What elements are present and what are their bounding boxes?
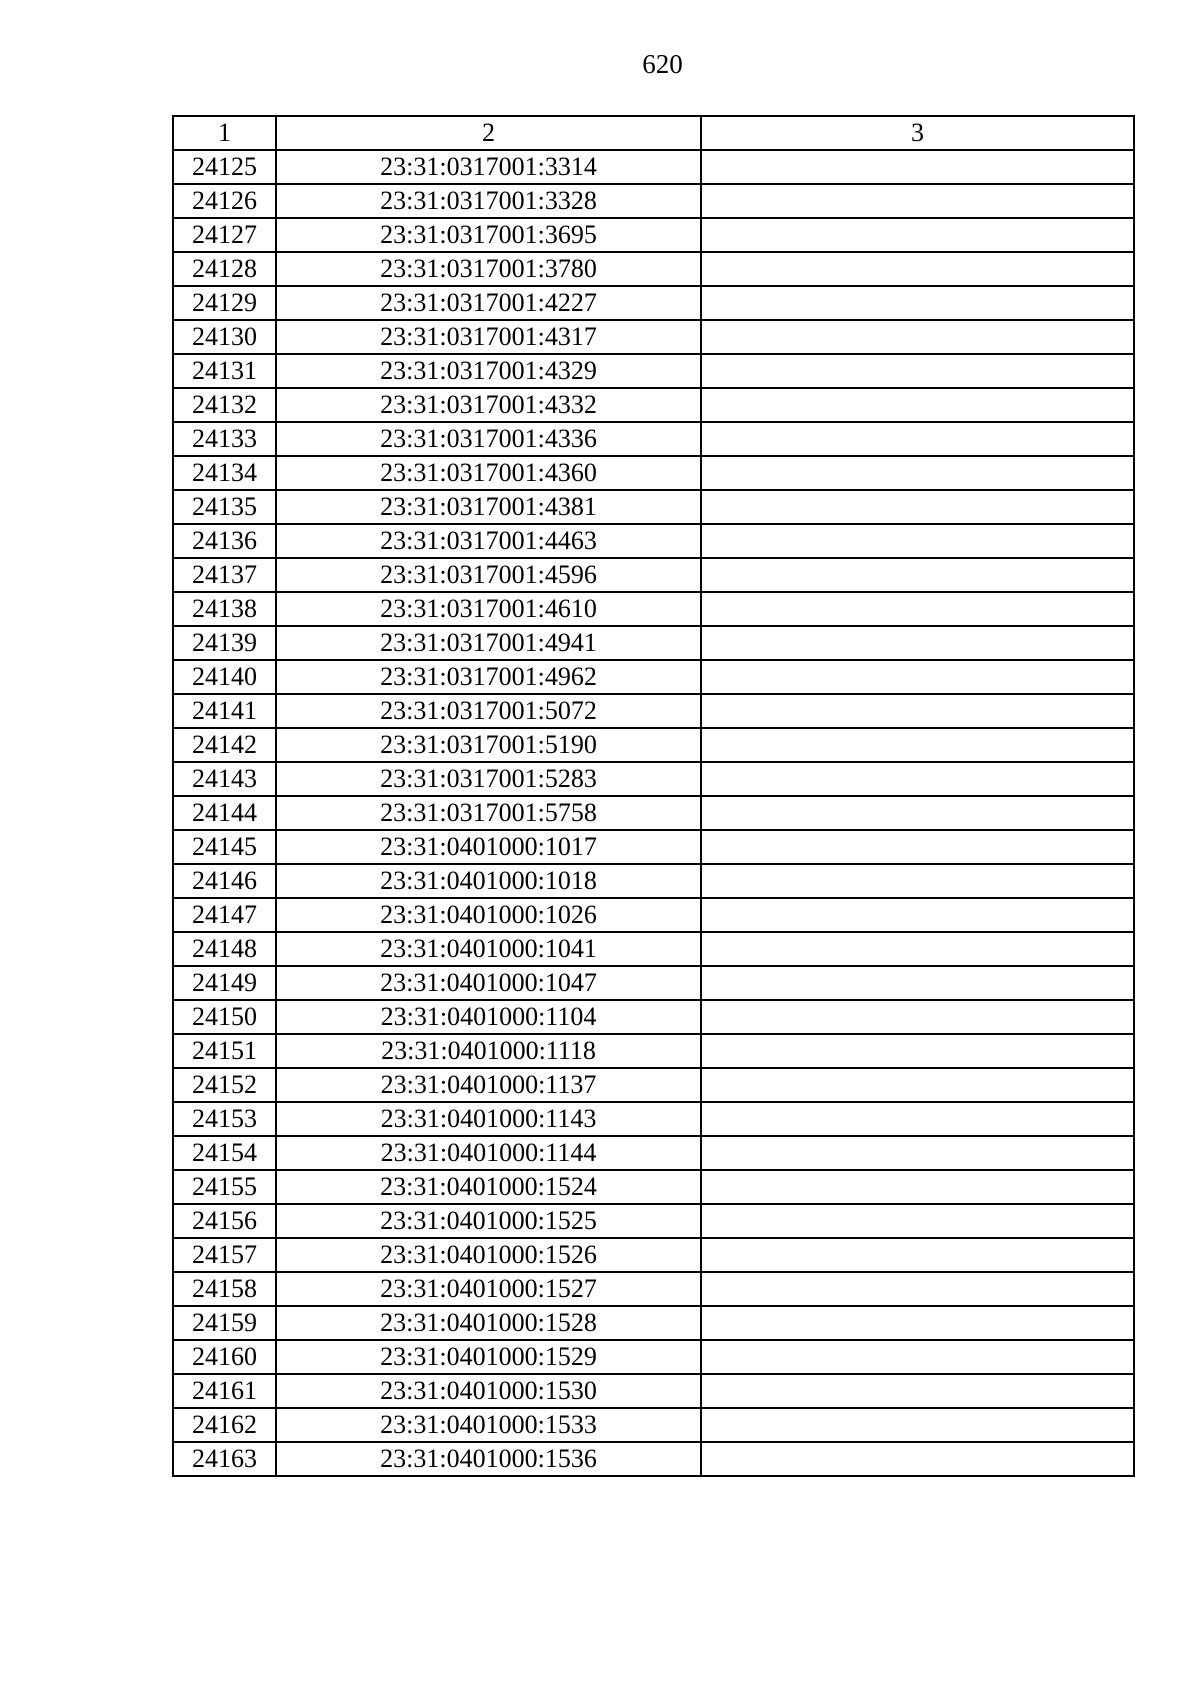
header-col-2: 2 [276, 116, 701, 150]
note-cell [701, 864, 1134, 898]
table-row [173, 320, 1134, 354]
note-cell [701, 1000, 1134, 1034]
note-cell [701, 524, 1134, 558]
cadastral-number-cell: 23:31:0317001:5758 [276, 796, 701, 830]
cadastral-number-cell: 23:31:0317001:4360 [276, 456, 701, 490]
cadastral-number-cell: 23:31:0317001:4227 [276, 286, 701, 320]
cadastral-number-cell: 23:31:0317001:4332 [276, 388, 701, 422]
cadastral-number-cell: 23:31:0317001:4381 [276, 490, 701, 524]
header-row [173, 116, 1134, 150]
header-col-3: 3 [701, 116, 1134, 150]
note-cell [701, 1170, 1134, 1204]
note-cell [701, 184, 1134, 218]
row-number-cell: 24155 [173, 1170, 276, 1204]
row-number-cell: 24156 [173, 1204, 276, 1238]
cadastral-number-cell: 23:31:0317001:4463 [276, 524, 701, 558]
row-number-cell: 24141 [173, 694, 276, 728]
table-row [173, 1340, 1134, 1374]
row-number-cell: 24137 [173, 558, 276, 592]
table-row [173, 490, 1134, 524]
table-row [173, 252, 1134, 286]
row-number-cell: 24136 [173, 524, 276, 558]
row-number-cell: 24149 [173, 966, 276, 1000]
note-cell [701, 1068, 1134, 1102]
note-cell [701, 252, 1134, 286]
cadastral-number-cell: 23:31:0401000:1525 [276, 1204, 701, 1238]
cadastral-number-cell: 23:31:0401000:1527 [276, 1272, 701, 1306]
row-number-cell: 24145 [173, 830, 276, 864]
cadastral-number-cell: 23:31:0401000:1026 [276, 898, 701, 932]
cadastral-number-cell: 23:31:0401000:1041 [276, 932, 701, 966]
note-cell [701, 456, 1134, 490]
note-cell [701, 762, 1134, 796]
row-number-cell: 24140 [173, 660, 276, 694]
note-cell [701, 1442, 1134, 1476]
table-row [173, 150, 1134, 184]
cadastral-number-cell: 23:31:0317001:4610 [276, 592, 701, 626]
note-cell [701, 354, 1134, 388]
table-row [173, 558, 1134, 592]
row-number-cell: 24135 [173, 490, 276, 524]
cadastral-number-cell: 23:31:0401000:1143 [276, 1102, 701, 1136]
cadastral-number-cell: 23:31:0317001:3695 [276, 218, 701, 252]
table-row [173, 1170, 1134, 1204]
cadastral-number-cell: 23:31:0401000:1530 [276, 1374, 701, 1408]
cadastral-number-cell: 23:31:0401000:1118 [276, 1034, 701, 1068]
cadastral-number-cell: 23:31:0317001:3328 [276, 184, 701, 218]
row-number-cell: 24142 [173, 728, 276, 762]
data-table [172, 115, 1135, 1477]
note-cell [701, 1136, 1134, 1170]
table-row [173, 1000, 1134, 1034]
note-cell [701, 932, 1134, 966]
note-cell [701, 150, 1134, 184]
cadastral-number-cell: 23:31:0317001:4962 [276, 660, 701, 694]
row-number-cell: 24134 [173, 456, 276, 490]
note-cell [701, 966, 1134, 1000]
table-row [173, 762, 1134, 796]
cadastral-number-cell: 23:31:0401000:1536 [276, 1442, 701, 1476]
note-cell [701, 830, 1134, 864]
note-cell [701, 898, 1134, 932]
row-number-cell: 24127 [173, 218, 276, 252]
cadastral-number-cell: 23:31:0401000:1017 [276, 830, 701, 864]
row-number-cell: 24158 [173, 1272, 276, 1306]
table-row [173, 966, 1134, 1000]
table-row [173, 932, 1134, 966]
note-cell [701, 592, 1134, 626]
cadastral-number-cell: 23:31:0317001:4317 [276, 320, 701, 354]
note-cell [701, 694, 1134, 728]
cadastral-number-cell: 23:31:0401000:1528 [276, 1306, 701, 1340]
cadastral-number-cell: 23:31:0401000:1526 [276, 1238, 701, 1272]
table-row [173, 388, 1134, 422]
cadastral-number-cell: 23:31:0401000:1524 [276, 1170, 701, 1204]
row-number-cell: 24152 [173, 1068, 276, 1102]
table-row [173, 898, 1134, 932]
cadastral-number-cell: 23:31:0401000:1144 [276, 1136, 701, 1170]
table-body [173, 150, 1134, 1476]
table-row [173, 830, 1134, 864]
table-row [173, 660, 1134, 694]
table-row [173, 184, 1134, 218]
row-number-cell: 24126 [173, 184, 276, 218]
table-row [173, 864, 1134, 898]
note-cell [701, 1340, 1134, 1374]
table-row [173, 1068, 1134, 1102]
cadastral-number-cell: 23:31:0401000:1533 [276, 1408, 701, 1442]
note-cell [701, 218, 1134, 252]
row-number-cell: 24161 [173, 1374, 276, 1408]
table-row [173, 1034, 1134, 1068]
row-number-cell: 24144 [173, 796, 276, 830]
table-row [173, 728, 1134, 762]
row-number-cell: 24131 [173, 354, 276, 388]
cadastral-number-cell: 23:31:0317001:4941 [276, 626, 701, 660]
table-row [173, 524, 1134, 558]
note-cell [701, 660, 1134, 694]
row-number-cell: 24128 [173, 252, 276, 286]
note-cell [701, 1272, 1134, 1306]
note-cell [701, 1034, 1134, 1068]
table-row [173, 218, 1134, 252]
cadastral-number-cell: 23:31:0401000:1018 [276, 864, 701, 898]
row-number-cell: 24151 [173, 1034, 276, 1068]
table-row [173, 422, 1134, 456]
table-row [173, 1102, 1134, 1136]
row-number-cell: 24160 [173, 1340, 276, 1374]
row-number-cell: 24130 [173, 320, 276, 354]
table-row [173, 354, 1134, 388]
cadastral-number-cell: 23:31:0401000:1104 [276, 1000, 701, 1034]
row-number-cell: 24150 [173, 1000, 276, 1034]
note-cell [701, 422, 1134, 456]
note-cell [701, 1102, 1134, 1136]
cadastral-number-cell: 23:31:0317001:4596 [276, 558, 701, 592]
cadastral-number-cell: 23:31:0317001:3314 [276, 150, 701, 184]
row-number-cell: 24159 [173, 1306, 276, 1340]
row-number-cell: 24129 [173, 286, 276, 320]
cadastral-number-cell: 23:31:0401000:1529 [276, 1340, 701, 1374]
table-row [173, 626, 1134, 660]
note-cell [701, 558, 1134, 592]
cadastral-number-cell: 23:31:0317001:3780 [276, 252, 701, 286]
note-cell [701, 490, 1134, 524]
row-number-cell: 24139 [173, 626, 276, 660]
cadastral-number-cell: 23:31:0401000:1047 [276, 966, 701, 1000]
cadastral-number-cell: 23:31:0317001:5283 [276, 762, 701, 796]
table-row [173, 1408, 1134, 1442]
table-row [173, 1442, 1134, 1476]
cadastral-number-cell: 23:31:0317001:5190 [276, 728, 701, 762]
note-cell [701, 728, 1134, 762]
note-cell [701, 1374, 1134, 1408]
row-number-cell: 24132 [173, 388, 276, 422]
table-row [173, 1136, 1134, 1170]
table-row [173, 796, 1134, 830]
cadastral-number-cell: 23:31:0317001:5072 [276, 694, 701, 728]
row-number-cell: 24143 [173, 762, 276, 796]
note-cell [701, 1204, 1134, 1238]
note-cell [701, 796, 1134, 830]
table-row [173, 1204, 1134, 1238]
header-col-1: 1 [173, 116, 276, 150]
cadastral-number-cell: 23:31:0401000:1137 [276, 1068, 701, 1102]
row-number-cell: 24138 [173, 592, 276, 626]
row-number-cell: 24125 [173, 150, 276, 184]
cadastral-number-cell: 23:31:0317001:4336 [276, 422, 701, 456]
row-number-cell: 24162 [173, 1408, 276, 1442]
table-row [173, 1238, 1134, 1272]
table-row [173, 694, 1134, 728]
note-cell [701, 1306, 1134, 1340]
row-number-cell: 24154 [173, 1136, 276, 1170]
cadastral-number-cell: 23:31:0317001:4329 [276, 354, 701, 388]
row-number-cell: 24157 [173, 1238, 276, 1272]
row-number-cell: 24153 [173, 1102, 276, 1136]
row-number-cell: 24163 [173, 1442, 276, 1476]
note-cell [701, 626, 1134, 660]
note-cell [701, 388, 1134, 422]
table-row [173, 456, 1134, 490]
table-row [173, 1272, 1134, 1306]
note-cell [701, 1408, 1134, 1442]
row-number-cell: 24133 [173, 422, 276, 456]
row-number-cell: 24148 [173, 932, 276, 966]
table-row [173, 592, 1134, 626]
row-number-cell: 24146 [173, 864, 276, 898]
table-row [173, 1306, 1134, 1340]
page-number: 620 [642, 49, 683, 79]
table-header [173, 116, 1134, 150]
row-number-cell: 24147 [173, 898, 276, 932]
note-cell [701, 320, 1134, 354]
note-cell [701, 286, 1134, 320]
table-row [173, 286, 1134, 320]
note-cell [701, 1238, 1134, 1272]
table-row [173, 1374, 1134, 1408]
